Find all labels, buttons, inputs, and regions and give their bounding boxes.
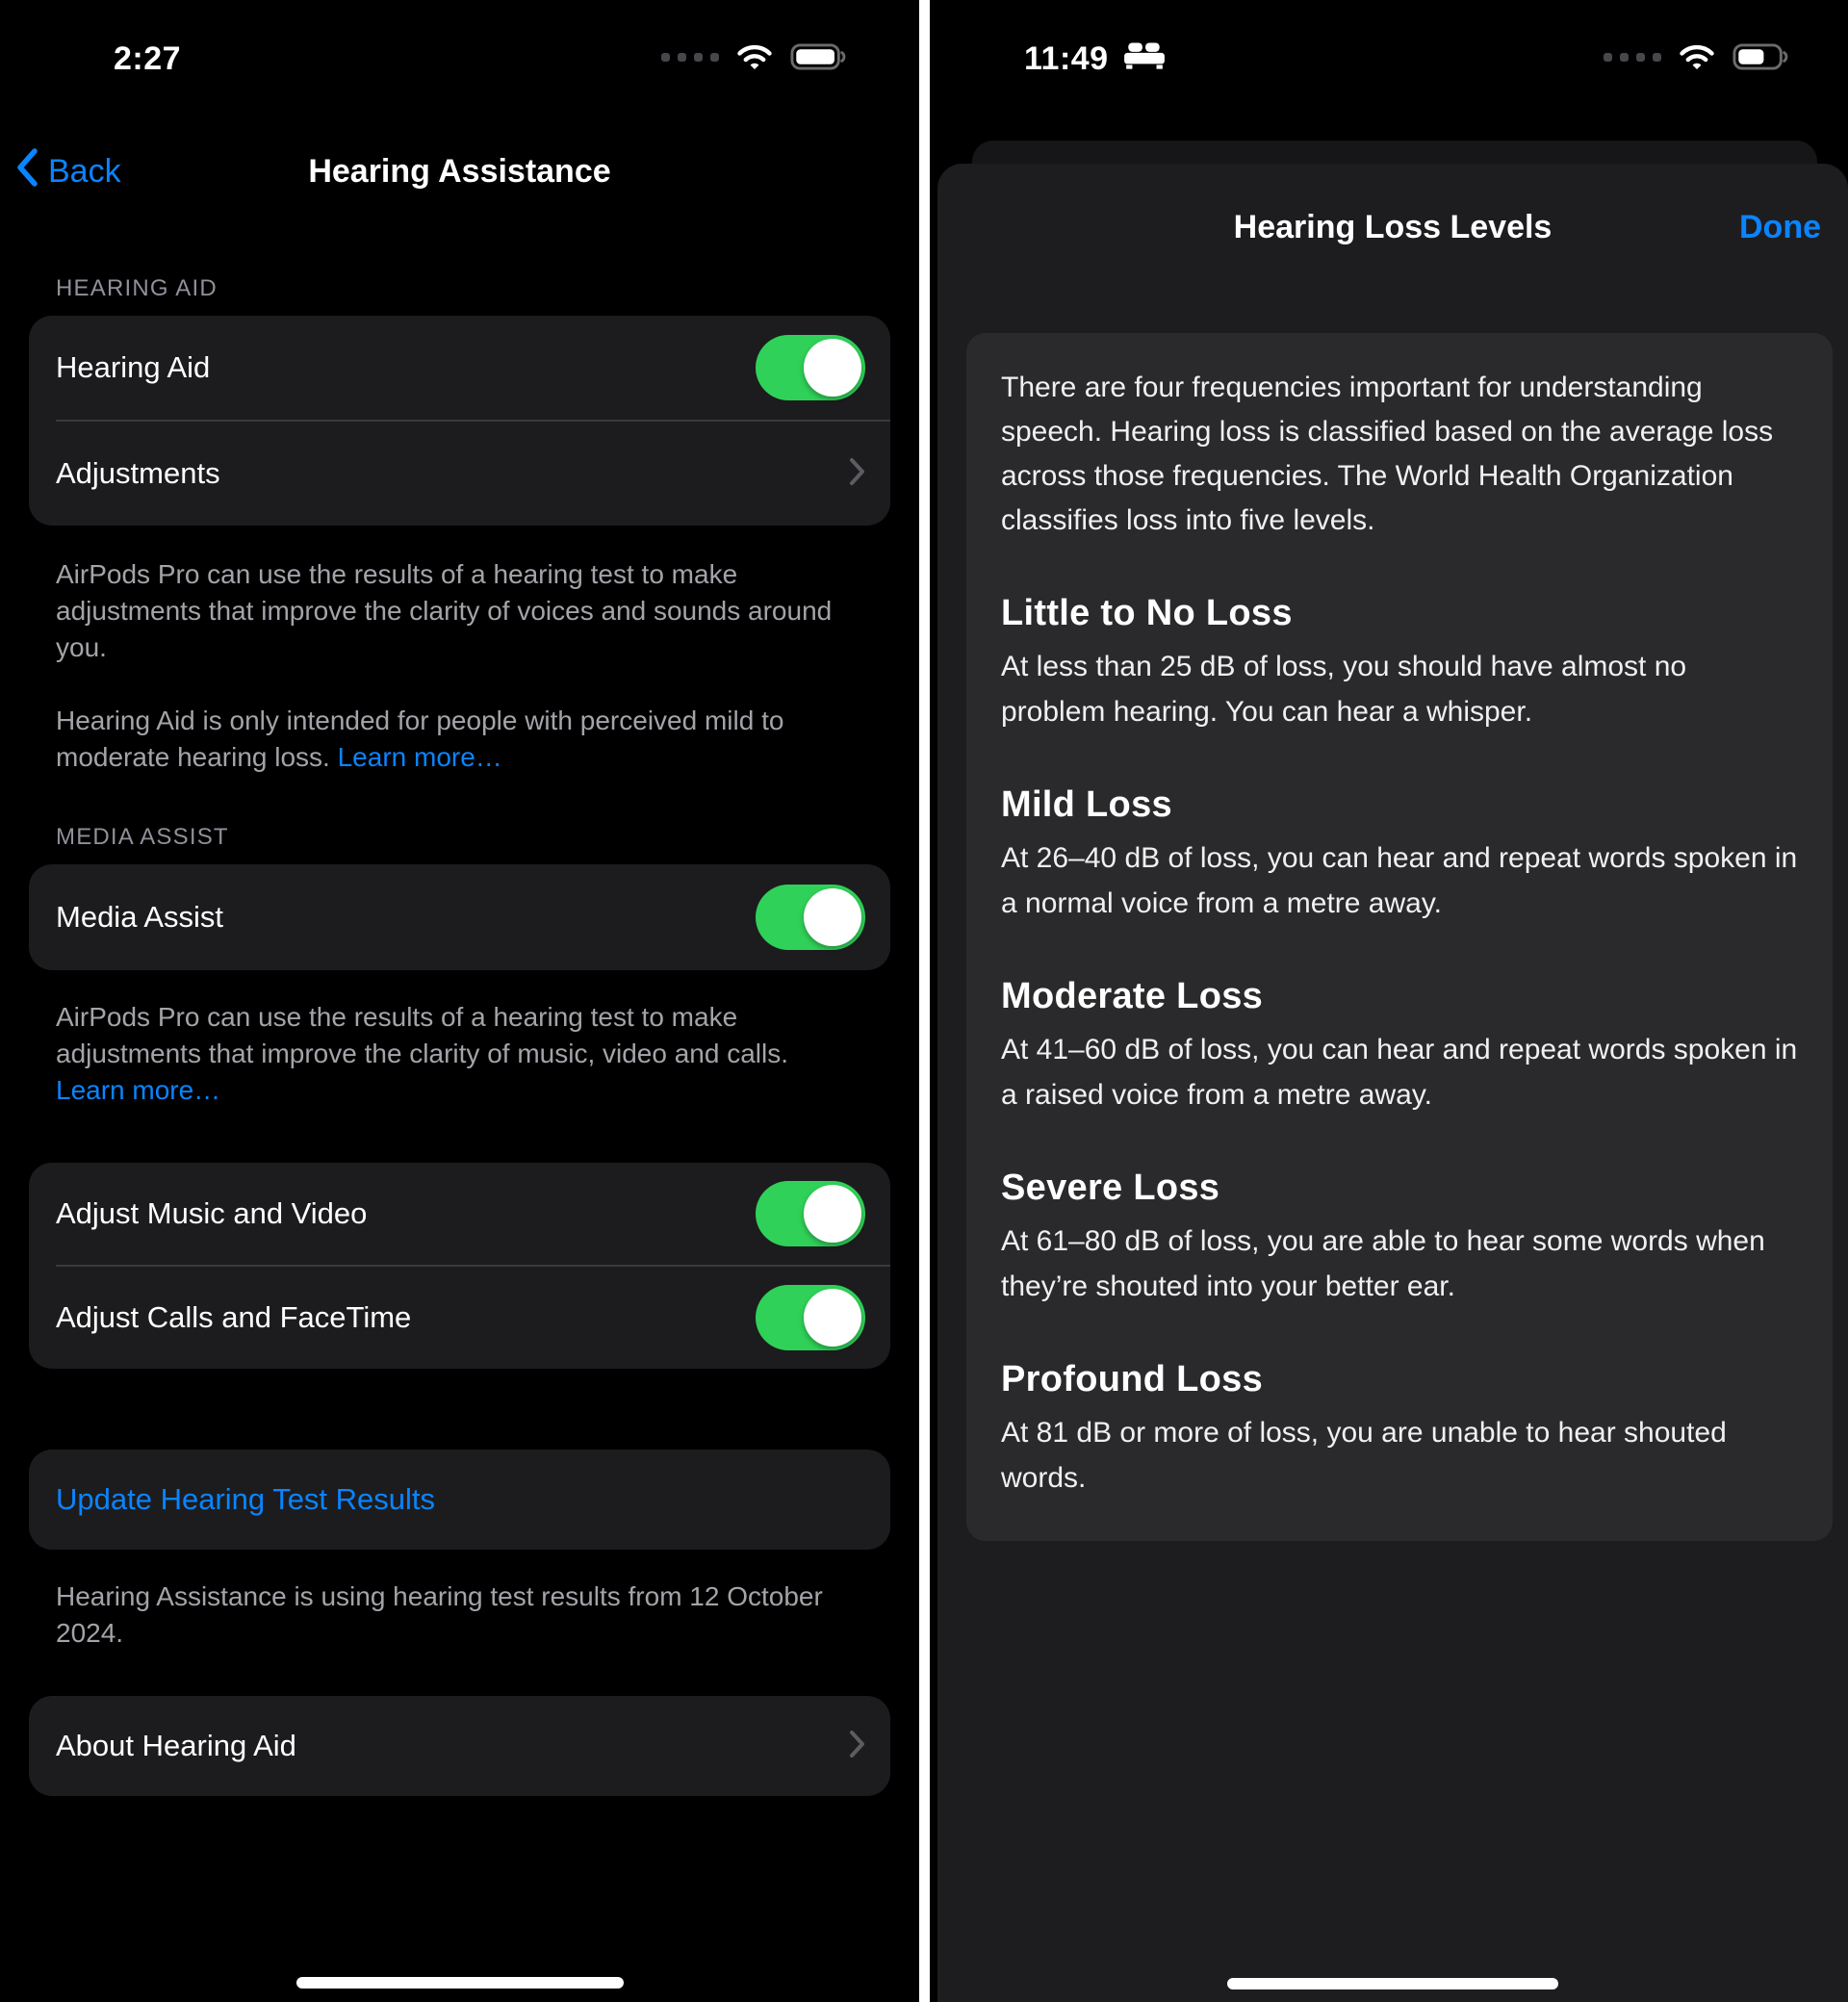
level-body-profound-loss: At 81 dB or more of loss, you are unable to hear shouted words. bbox=[1001, 1417, 1727, 1494]
home-indicator[interactable] bbox=[1227, 1978, 1558, 1989]
adjust-music-toggle[interactable] bbox=[756, 1181, 865, 1246]
screenshot-divider bbox=[919, 0, 930, 2002]
level-body-little-to-no-loss: At less than 25 dB of loss, you should have almost no problem hearing. You can hear a whisper. bbox=[1001, 651, 1687, 728]
hearing-loss-levels-sheet bbox=[937, 164, 1848, 2002]
update-hearing-test-button[interactable] bbox=[29, 1450, 890, 1550]
home-indicator[interactable] bbox=[296, 1977, 624, 1989]
chevron-right-icon bbox=[849, 457, 865, 491]
status-bar-right bbox=[930, 0, 1848, 92]
update-card bbox=[29, 1450, 890, 1550]
adjust-card bbox=[29, 1163, 890, 1369]
update-hearing-test-label: Update Hearing Test Results bbox=[56, 1482, 436, 1516]
update-footer-text: Hearing Assistance is using hearing test results from 12 October 2024. bbox=[56, 1581, 823, 1648]
hearing-aid-footer bbox=[56, 556, 863, 776]
section-header-media-assist: MEDIA ASSIST bbox=[56, 824, 229, 850]
battery-icon bbox=[790, 42, 848, 76]
toggle-knob bbox=[804, 339, 861, 397]
battery-icon bbox=[1732, 42, 1790, 76]
wifi-icon bbox=[735, 42, 774, 76]
hearing-aid-footer-body: Hearing Aid is only intended for people with perceived mild to moderate hearing loss. bbox=[56, 706, 784, 772]
adjust-calls-label: Adjust Calls and FaceTime bbox=[56, 1300, 412, 1334]
settings-list bbox=[0, 275, 919, 1796]
hearing-aid-footer-text-2 bbox=[56, 703, 863, 776]
media-assist-card bbox=[29, 864, 890, 970]
sheet-title: Hearing Loss Levels bbox=[1233, 208, 1553, 245]
back-label: Back bbox=[48, 152, 121, 190]
adjust-music-row[interactable] bbox=[29, 1163, 890, 1265]
level-body-severe-loss: At 61–80 dB of loss, you are able to hear some words when they’re shouted into your better ear. bbox=[1001, 1225, 1765, 1302]
back-chevron-icon bbox=[15, 147, 38, 196]
media-assist-label: Media Assist bbox=[56, 900, 224, 934]
toggle-knob bbox=[804, 888, 861, 946]
hearing-aid-label: Hearing Aid bbox=[56, 350, 211, 384]
level-heading-moderate-loss: Moderate Loss bbox=[1001, 976, 1264, 1016]
status-icons bbox=[661, 42, 848, 76]
adjust-music-label: Adjust Music and Video bbox=[56, 1196, 368, 1230]
adjustments-label: Adjustments bbox=[56, 456, 220, 490]
wifi-icon bbox=[1678, 42, 1716, 76]
hearing-loss-info-card bbox=[966, 333, 1833, 1541]
intro-paragraph: There are four frequencies important for understanding speech. Hearing loss is classified based on the average loss across those frequencies. The World Health Organization classifies loss into five levels. bbox=[1001, 372, 1774, 536]
hearing-aid-row[interactable] bbox=[29, 316, 890, 420]
toggle-knob bbox=[804, 1185, 861, 1243]
hearing-aid-toggle[interactable] bbox=[756, 335, 865, 400]
cellular-signal-icon bbox=[661, 53, 719, 65]
update-footer bbox=[56, 1578, 863, 1652]
media-assist-row[interactable] bbox=[29, 864, 890, 970]
cellular-signal-icon bbox=[1604, 53, 1661, 65]
about-hearing-aid-label: About Hearing Aid bbox=[56, 1729, 296, 1762]
hearing-loss-levels-screen bbox=[930, 0, 1848, 2002]
hearing-assistance-screen bbox=[0, 0, 919, 2002]
level-heading-profound-loss: Profound Loss bbox=[1001, 1359, 1263, 1399]
section-header-hearing-aid: HEARING AID bbox=[56, 275, 218, 301]
about-hearing-aid-row[interactable] bbox=[29, 1696, 890, 1796]
level-body-mild-loss: At 26–40 dB of loss, you can hear and repeat words spoken in a normal voice from a metre away. bbox=[1001, 842, 1798, 919]
learn-more-link[interactable]: Learn more… bbox=[337, 742, 502, 772]
level-body-moderate-loss: At 41–60 dB of loss, you can hear and repeat words spoken in a raised voice from a metre away. bbox=[1001, 1034, 1798, 1111]
chevron-right-icon bbox=[849, 1730, 865, 1763]
status-time-text: 11:49 bbox=[1024, 39, 1109, 77]
toggle-knob bbox=[804, 1289, 861, 1347]
media-assist-footer bbox=[56, 999, 863, 1109]
adjust-calls-toggle[interactable] bbox=[756, 1285, 865, 1350]
level-heading-severe-loss: Severe Loss bbox=[1001, 1168, 1220, 1208]
status-bar-left bbox=[0, 0, 919, 92]
sleep-focus-bed-icon bbox=[1122, 39, 1167, 79]
status-time: 2:27 bbox=[114, 39, 182, 77]
level-heading-little-to-no-loss: Little to No Loss bbox=[1001, 593, 1293, 633]
back-button[interactable] bbox=[15, 127, 121, 216]
adjust-calls-row[interactable] bbox=[29, 1267, 890, 1369]
status-time bbox=[1024, 39, 1167, 79]
about-card bbox=[29, 1696, 890, 1796]
media-assist-toggle[interactable] bbox=[756, 885, 865, 950]
page-title: Hearing Assistance bbox=[308, 152, 611, 190]
adjustments-row[interactable] bbox=[29, 422, 890, 526]
navigation-bar bbox=[0, 127, 919, 216]
status-icons bbox=[1604, 42, 1790, 76]
hearing-aid-card bbox=[29, 316, 890, 526]
level-heading-mild-loss: Mild Loss bbox=[1001, 784, 1172, 825]
media-assist-footer-body: AirPods Pro can use the results of a hearing test to make adjustments that improve the clarity of music, video and calls. bbox=[56, 1002, 789, 1068]
media-assist-footer-text bbox=[56, 999, 863, 1109]
sheet-header bbox=[937, 164, 1848, 291]
done-button[interactable]: Done bbox=[1739, 208, 1821, 245]
learn-more-link[interactable]: Learn more… bbox=[56, 1075, 221, 1105]
hearing-aid-footer-text-1: AirPods Pro can use the results of a hearing test to make adjustments that improve the clarity of voices and sounds around you. bbox=[56, 559, 833, 662]
